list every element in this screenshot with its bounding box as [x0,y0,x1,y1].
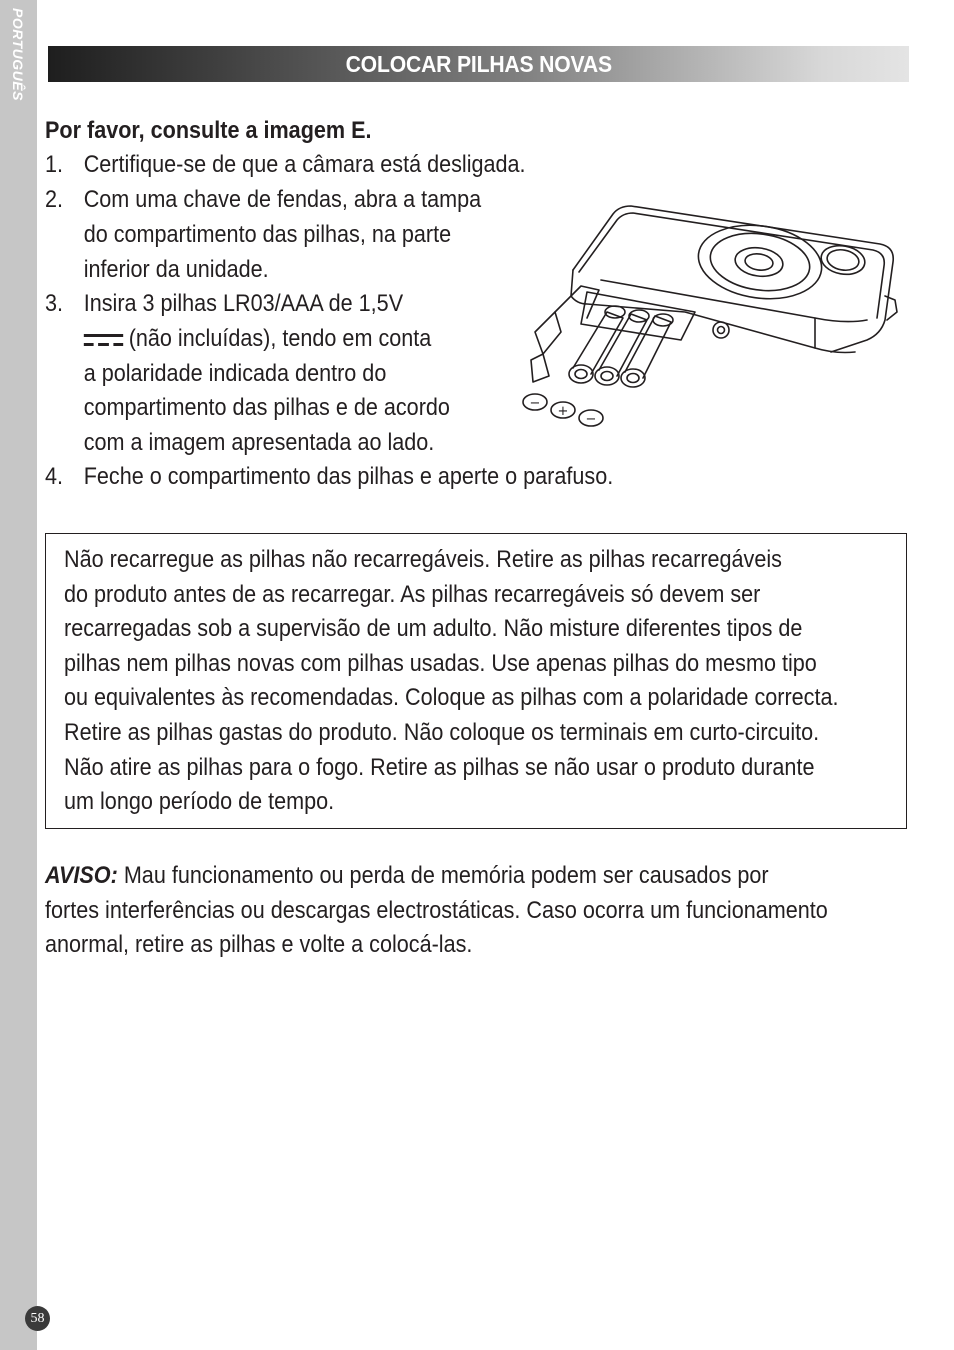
step-text: Insira 3 pilhas LR03/AAA de 1,5V [83,290,404,317]
intro-heading: Por favor, consulte a imagem E. [45,117,372,144]
step-text: Com uma chave de fendas, abra a tampa [83,186,482,213]
step-text: do compartimento das pilhas, na parte [83,221,452,248]
warning-line: do produto antes de as recarregar. As pilhas recarregáveis só devem ser [64,580,761,608]
language-side-strip [0,0,37,1350]
warning-line: Retire as pilhas gastas do produto. Não coloque os terminais em curto-circuito. [64,718,820,746]
warning-line: Não recarregue as pilhas não recarregáveis. Retire as pilhas recarregáveis [64,546,782,573]
step-number: 4. [45,463,64,490]
battery-warning-text [64,543,838,820]
step-text: (não incluídas), tendo em conta [128,325,432,352]
step-number: 2. [45,186,64,213]
step-text: Certifique-se de que a câmara está desligada. [83,151,526,178]
polarity-plus-label: + [557,404,569,419]
section-header-bar [48,46,909,82]
aviso-text: anormal, retire as pilhas e volte a colocá-las. [45,931,473,959]
page-number: 58 [25,1306,50,1331]
aviso-text: fortes interferências ou descargas electrostáticas. Caso ocorra um funcionamento [45,896,828,924]
aviso-text: Mau funcionamento ou perda de memória podem ser causados por [117,862,769,889]
step-number: 1. [45,151,64,178]
step-text: inferior da unidade. [83,256,269,283]
warning-line: recarregadas sob a supervisão de um adulto. Não misture diferentes tipos de [64,615,803,643]
step-number: 3. [45,290,64,317]
battery-warning-box [45,533,907,829]
aviso-label: AVISO: [45,862,118,889]
step-text: compartimento das pilhas e de acordo [83,394,450,421]
section-title: COLOCAR PILHAS NOVAS [345,50,612,77]
polarity-minus-label: − [585,412,597,427]
warning-line: pilhas nem pilhas novas com pilhas usadas. Use apenas pilhas do mesmo tipo [64,649,817,677]
polarity-minus-label: − [529,396,541,411]
warning-line: um longo período de tempo. [64,788,335,816]
language-label: PORTUGUÊS [10,8,26,101]
step-text-with-symbol [84,322,432,357]
aviso-paragraph [45,859,828,963]
step-text: Feche o compartimento das pilhas e aperte o parafuso. [83,463,614,490]
dc-current-icon [84,333,124,347]
step-text: a polaridade indicada dentro do [83,360,387,387]
warning-line: ou equivalentes às recomendadas. Coloque as pilhas com a polaridade correcta. [64,684,839,712]
step-text: com a imagem apresentada ao lado. [83,429,435,456]
warning-line: Não atire as pilhas para o fogo. Retire as pilhas se não usar o produto durante [64,753,815,781]
camera-battery-illustration [515,200,910,440]
